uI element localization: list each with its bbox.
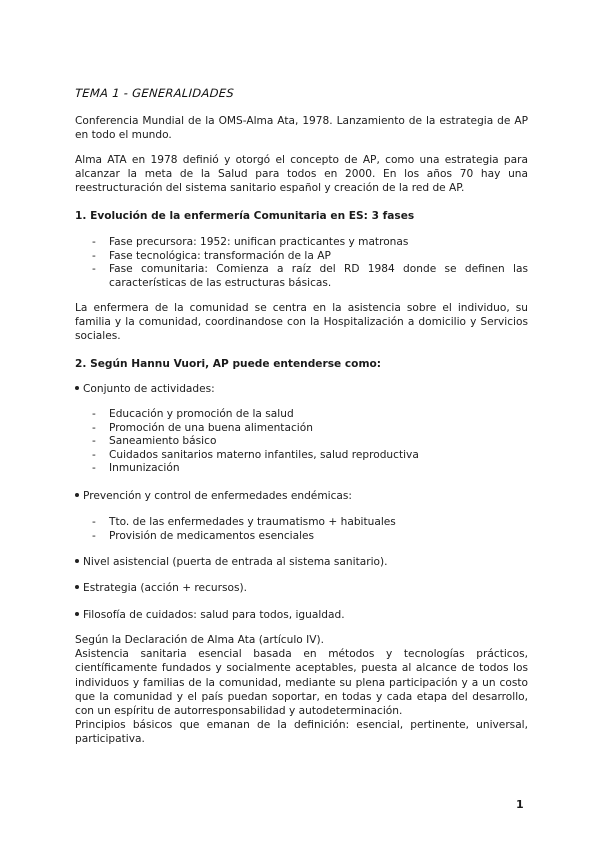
bullet-dot-icon — [75, 386, 79, 390]
bullet-item: Nivel asistencial (puerta de entrada al sistema sanitario). — [75, 555, 388, 569]
section-1-list — [92, 236, 528, 290]
declaration-intro: Según la Declaración de Alma Ata (artículo IV). — [75, 634, 325, 646]
activities-list — [92, 408, 528, 476]
bullet-item: Conjunto de actividades: — [75, 382, 215, 396]
bullet-dot-icon — [75, 559, 79, 563]
section-1-heading: 1. Evolución de la enfermería Comunitaria en ES: 3 fases — [75, 210, 415, 222]
page-title: TEMA 1 - GENERALIDADES — [74, 86, 235, 100]
declaration-block — [75, 633, 528, 747]
list-item: - Inmunización — [92, 462, 528, 476]
intro-paragraph-2: Alma ATA en 1978 definió y otorgó el concepto de AP, como una estrategia para alcanzar la meta de la Salud para todos en 2000. En los años 70 hay una reestructuración del sistema sanitario español y creación de la red de AP. — [75, 154, 528, 195]
list-item: - Saneamiento básico — [92, 435, 528, 449]
bullet-dot-icon — [75, 493, 79, 497]
list-item: - Cuidados sanitarios materno infantiles, salud reproductiva — [92, 449, 528, 463]
declaration-definition: Asistencia sanitaria esencial basada en métodos y tecnologías prácticos, científicamente fundados y socialmente aceptables, puesta al alcance de todos los individuos y familias de la comunidad, mediante su plena participación y a un costo que la comunidad y el país puedan soportar, en todas y cada etapa del desarrollo, con un espíritu de autorresponsabilidad y autodeterminación. — [75, 648, 528, 718]
bullet-item: Prevención y control de enfermedades endémicas: — [75, 489, 352, 503]
intro-paragraph-1: Conferencia Mundial de la OMS-Alma Ata, 1978. Lanzamiento de la estrategia de AP en todo el mundo. — [75, 115, 528, 142]
list-item: - Fase comunitaria: Comienza a raíz del RD 1984 donde se definen las características de las estructuras básicas. — [92, 263, 528, 290]
bullet-item: Filosofía de cuidados: salud para todos, igualdad. — [75, 608, 345, 622]
declaration-principles: Principios básicos que emanan de la definición: esencial, pertinente, universal, participativa. — [75, 719, 528, 746]
page-number: 1 — [516, 798, 524, 811]
prevention-list — [92, 516, 528, 543]
section-2-heading: 2. Según Hannu Vuori, AP puede entenderse como: — [75, 358, 382, 370]
list-item: - Promoción de una buena alimentación — [92, 422, 528, 436]
list-item: - Fase tecnológica: transformación de la AP — [92, 250, 528, 264]
section-1-paragraph: La enfermera de la comunidad se centra en la asistencia sobre el individuo, su familia y la comunidad, coordinandose con la Hospitalización a domicilio y Servicios sociales. — [75, 302, 528, 343]
list-item: - Fase precursora: 1952: unifican practicantes y matronas — [92, 236, 528, 250]
bullet-item: Estrategia (acción + recursos). — [75, 581, 247, 595]
bullet-dot-icon — [75, 585, 79, 589]
bullet-dot-icon — [75, 612, 79, 616]
list-item: - Tto. de las enfermedades y traumatismo + habituales — [92, 516, 528, 530]
list-item: - Educación y promoción de la salud — [92, 408, 528, 422]
list-item: - Provisión de medicamentos esenciales — [92, 530, 528, 544]
